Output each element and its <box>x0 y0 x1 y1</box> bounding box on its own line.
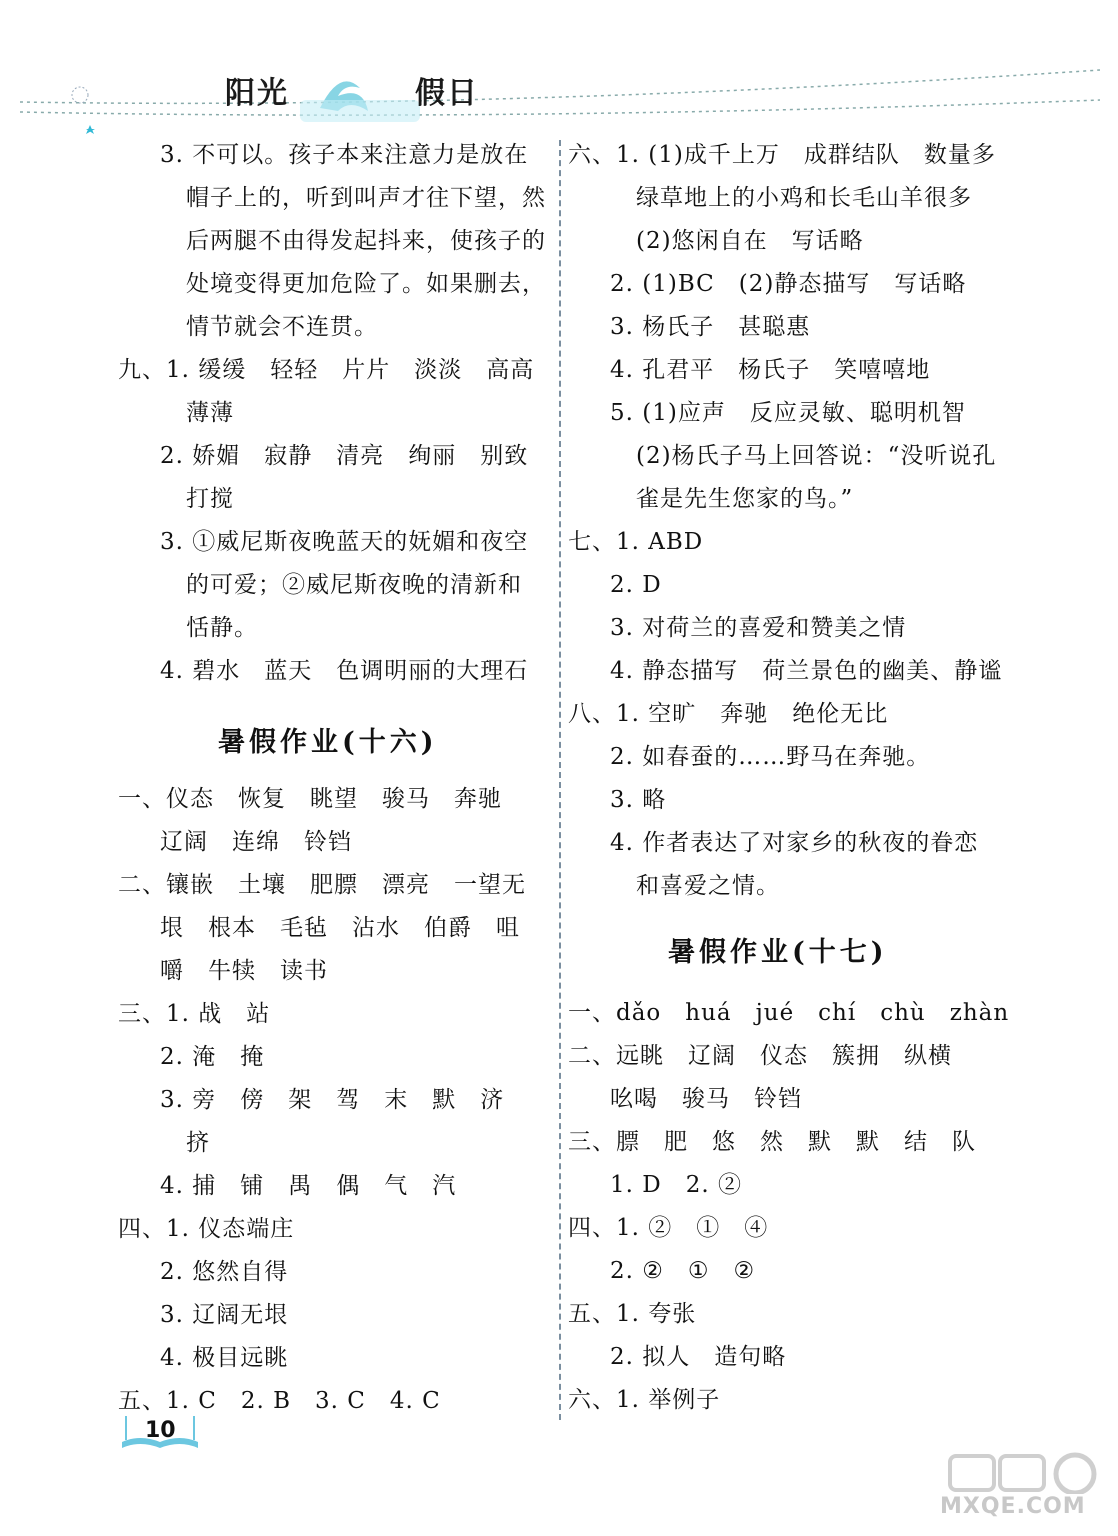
page-number-badge <box>120 1412 200 1452</box>
answer-line: 3. 杨氏子 甚聪惠 <box>610 314 811 340</box>
answer-line: 处境变得更加危险了。如果删去， <box>186 271 546 297</box>
section-title: 暑假作业(十六) <box>218 727 438 758</box>
answer-line: (2)杨氏子马上回答说：“没听说孔 <box>636 443 997 469</box>
answer-line: 2. 拟人 造句略 <box>610 1344 787 1370</box>
section-title: 暑假作业(十七) <box>668 937 888 968</box>
answer-line: 2. 悠然自得 <box>160 1259 289 1285</box>
answer-line: 挤 <box>186 1130 210 1156</box>
answer-line: 4. 碧水 蓝天 色调明丽的大理石 <box>160 658 529 684</box>
answer-line: 垠 根本 毛毡 沾水 伯爵 咀 <box>160 915 520 941</box>
answer-line: 情节就会不连贯。 <box>186 314 378 340</box>
column-divider <box>559 140 561 1420</box>
answer-line: 一、仪态 恢复 眺望 骏马 奔驰 <box>118 786 502 812</box>
answer-line: 的可爱；②威尼斯夜晚的清新和 <box>186 572 522 598</box>
answer-line: 恬静。 <box>186 615 258 641</box>
answer-line: 薄薄 <box>186 400 234 426</box>
answer-line: 4. 作者表达了对家乡的秋夜的眷恋 <box>610 830 979 856</box>
answer-line: 2. 如春蚕的……野马在奔驰。 <box>610 744 931 770</box>
header-decoration <box>0 40 1118 140</box>
answer-line: 2. 淹 掩 <box>160 1044 265 1070</box>
answer-line: 嚼 牛犊 读书 <box>160 958 328 984</box>
answer-line: 2. ② ① ② <box>610 1258 756 1284</box>
answer-line: 八、1. 空旷 奔驰 绝伦无比 <box>568 701 889 727</box>
star-icon <box>86 125 95 134</box>
answer-line: 五、1. 夸张 <box>568 1301 697 1327</box>
answer-line: 3. 对荷兰的喜爱和赞美之情 <box>610 615 907 641</box>
answer-line: 吆喝 骏马 铃铛 <box>610 1086 802 1112</box>
answer-line: 1. D 2. ② <box>610 1172 742 1198</box>
answer-line: 雀是先生您家的鸟。” <box>636 486 854 512</box>
answer-line: 4. 极目远眺 <box>160 1345 289 1371</box>
answer-line: 三、1. 战 站 <box>118 1001 271 1027</box>
answer-line: 2. 娇媚 寂静 清亮 绚丽 别致 <box>160 443 529 469</box>
brand-logo: 阳光 假日 <box>225 76 479 111</box>
answer-line: 四、1. ② ① ④ <box>568 1215 769 1241</box>
answer-line: 3. ①威尼斯夜晚蓝天的妩媚和夜空 <box>160 529 529 555</box>
answer-line: 六、1. (1)成千上万 成群结队 数量多 <box>568 142 996 168</box>
answer-line: 辽阔 连绵 铃铛 <box>160 829 352 855</box>
answer-line: 六、1. 举例子 <box>568 1387 721 1413</box>
answer-line: 2. D <box>610 572 662 598</box>
answer-line: 二、镶嵌 土壤 肥膘 漂亮 一望无 <box>118 872 526 898</box>
watermark-logo: MXQE.COM <box>940 1450 1110 1530</box>
page-number: 10 <box>145 1418 176 1443</box>
answer-line: 一、dǎo huá jué chí chù zhàn <box>568 1000 1010 1026</box>
watermark-icon <box>940 1450 1110 1494</box>
answer-line: 4. 孔君平 杨氏子 笑嘻嘻地 <box>610 357 931 383</box>
answer-line: 3. 旁 傍 架 驾 末 默 济 <box>160 1087 505 1113</box>
answer-line: 绿草地上的小鸡和长毛山羊很多 <box>636 185 972 211</box>
answer-line: 2. (1)BC (2)静态描写 写话略 <box>610 271 967 297</box>
answer-line: 三、膘 肥 悠 然 默 默 结 队 <box>568 1129 976 1155</box>
answer-line: 二、远眺 辽阔 仪态 簇拥 纵横 <box>568 1043 952 1069</box>
answer-line: 九、1. 缓缓 轻轻 片片 淡淡 高高 <box>118 357 535 383</box>
answer-line: 五、1. C 2. B 3. C 4. C <box>118 1388 441 1414</box>
answer-line: 5. (1)应声 反应灵敏、聪明机智 <box>610 400 966 426</box>
answer-line: 后两腿不由得发起抖来，使孩子的 <box>186 228 546 254</box>
answer-line: 4. 捕 铺 禺 偶 气 汽 <box>160 1173 457 1199</box>
answer-line: 帽子上的，听到叫声才往下望，然 <box>186 185 546 211</box>
answer-line: 七、1. ABD <box>568 529 704 555</box>
answer-line: 和喜爱之情。 <box>636 873 780 899</box>
answer-line: 3. 不可以。孩子本来注意力是放在 <box>160 142 529 168</box>
answer-line: (2)悠闲自在 写话略 <box>636 228 864 254</box>
answer-line: 3. 略 <box>610 787 667 813</box>
answer-line: 打搅 <box>186 486 234 512</box>
answer-line: 3. 辽阔无垠 <box>160 1302 289 1328</box>
answer-line: 四、1. 仪态端庄 <box>118 1216 295 1242</box>
answer-line: 4. 静态描写 荷兰景色的幽美、静谧 <box>610 658 1003 684</box>
page-header <box>0 40 1118 140</box>
